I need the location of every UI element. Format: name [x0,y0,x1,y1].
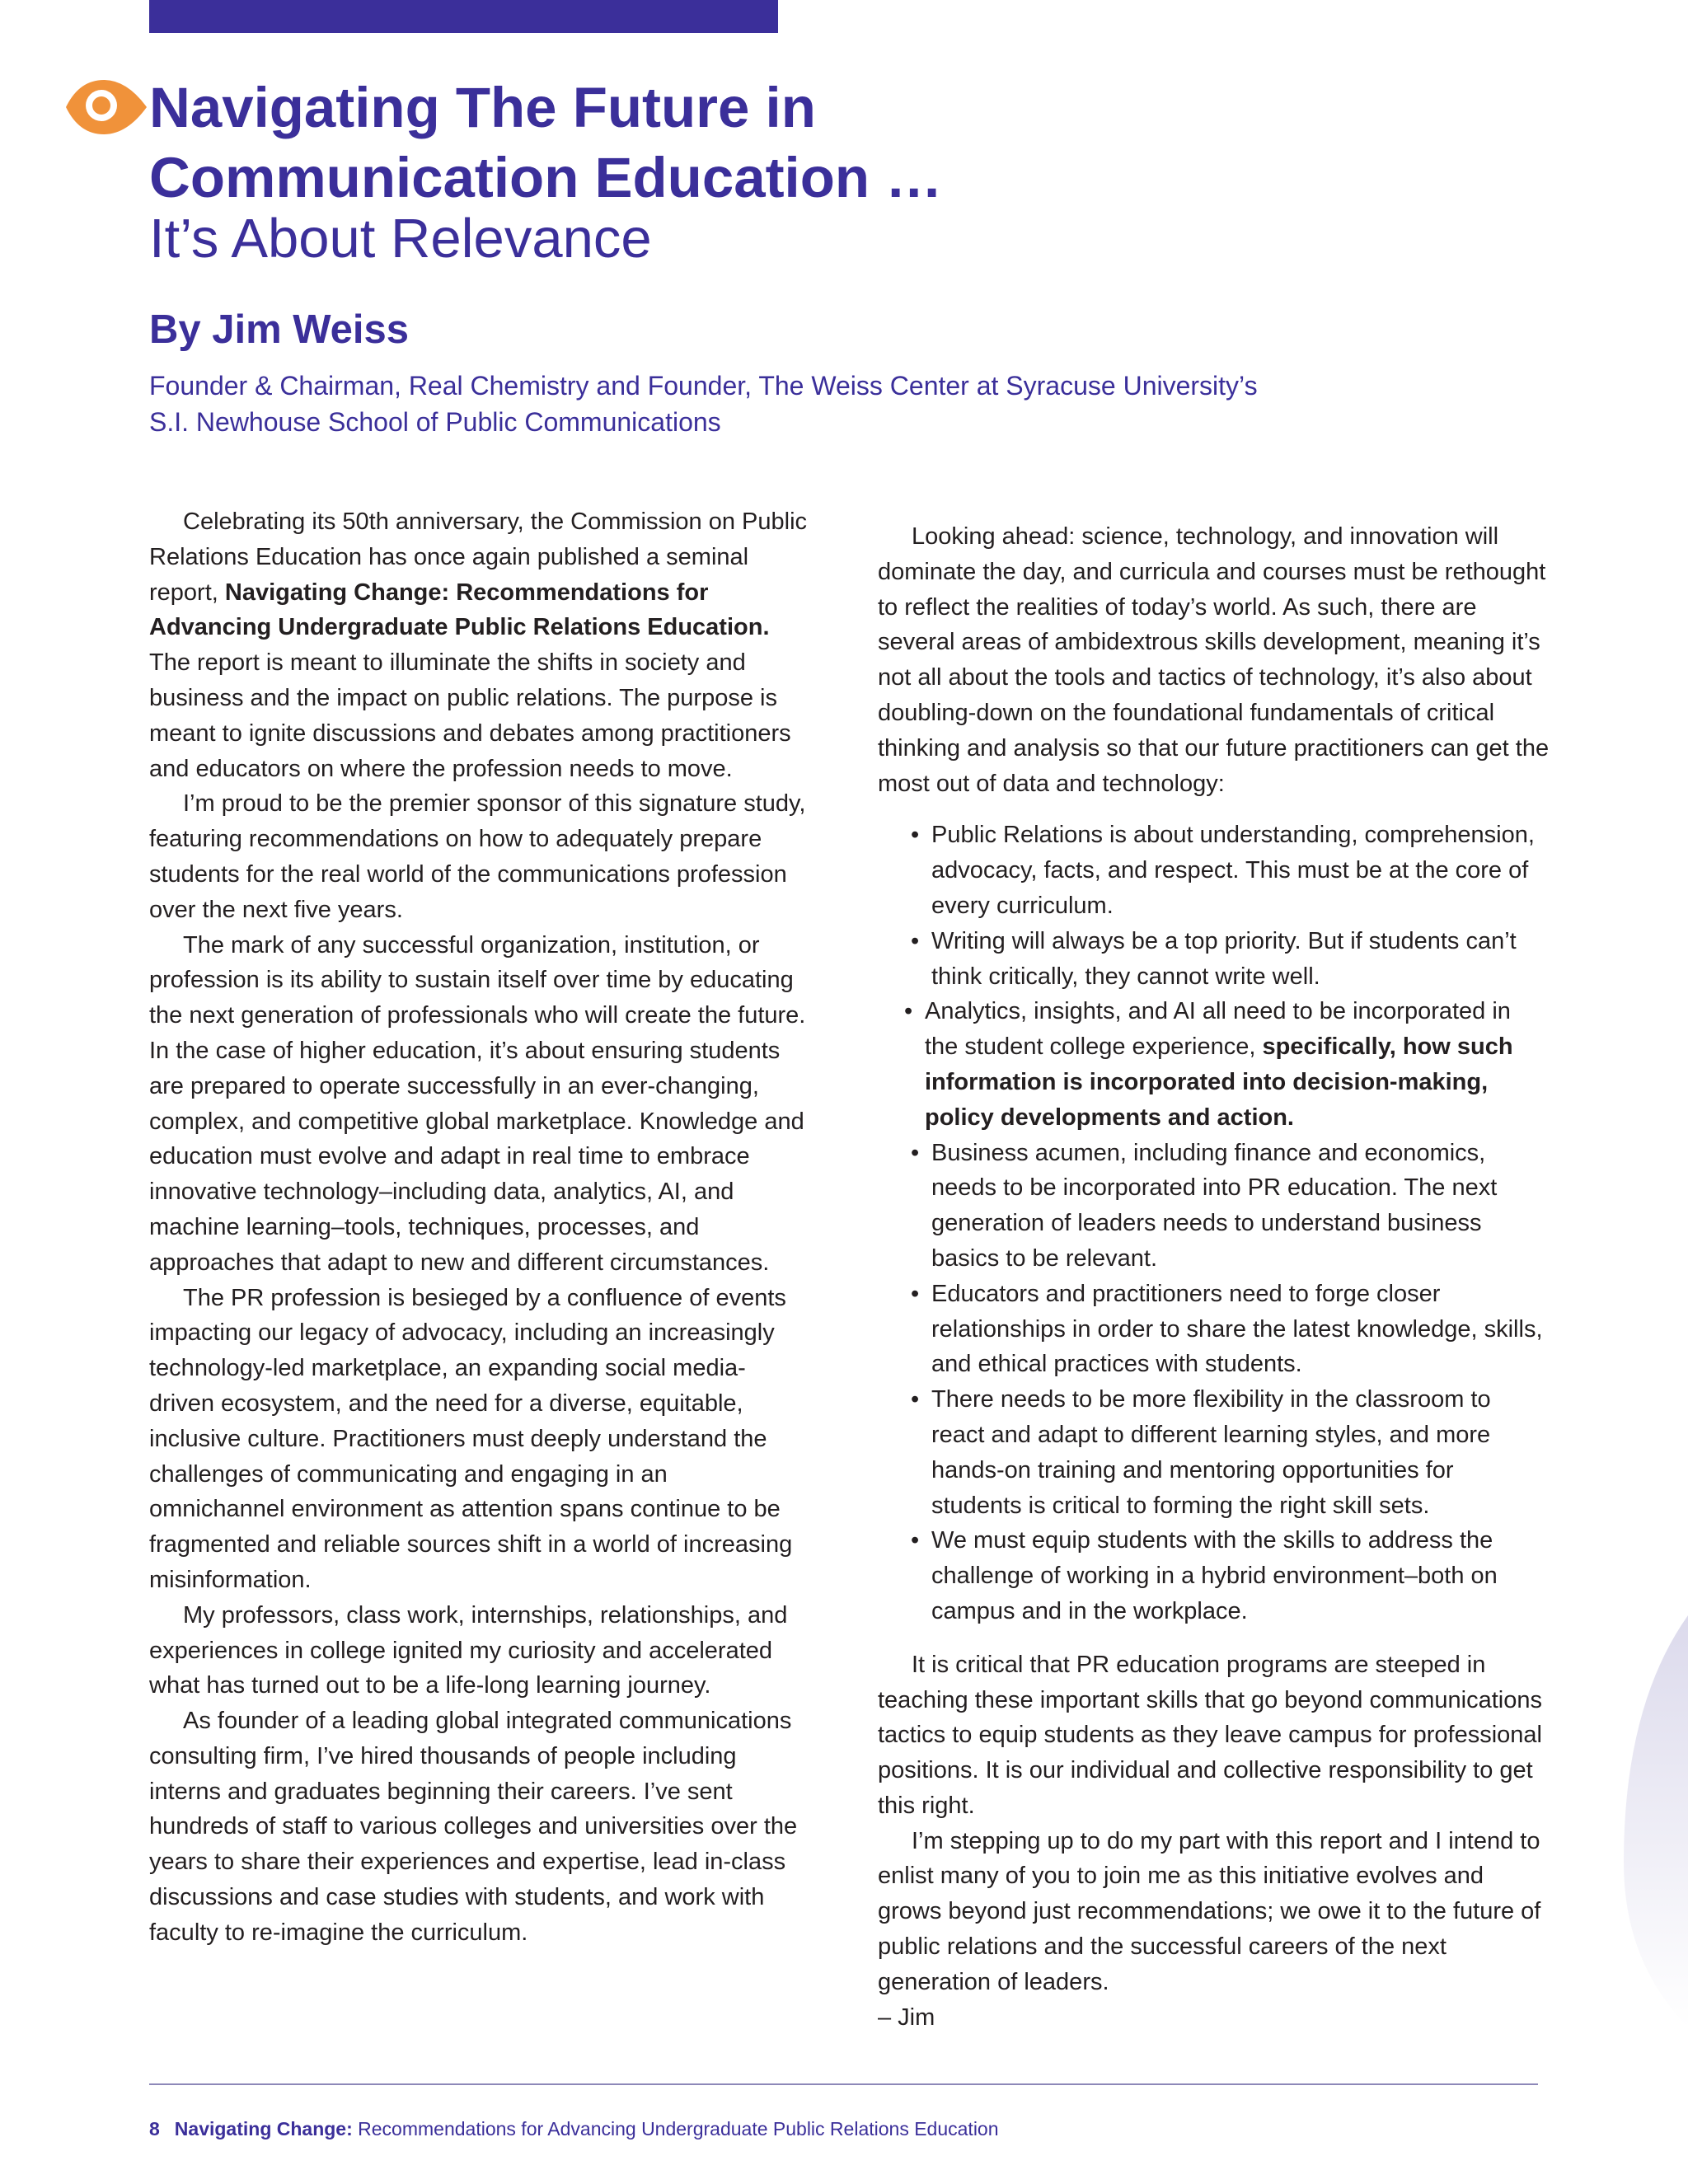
orange-eye-icon [63,77,150,138]
bullet-icon: • [911,1386,920,1413]
report-title-bold: Navigating Change: Recommendations for Advancing Undergraduate Public Relations Education. [149,579,770,641]
bullet-icon: • [904,998,913,1025]
title-line-1: Navigating The Future in [149,76,816,139]
paragraph-intro: Celebrating its 50th anniversary, the Commission on Public Relations Education has once again published a seminal report, Navigating Change: Recommendations for Advancing Undergraduate Public Relations Education. The report is meant to illuminate the shifts in society and business and the impact on public relations. The purpose is meant to ignite discussions and debates among practitioners and educators on where the profession needs to move. [149,509,808,782]
article-subtitle: It’s About Relevance [149,208,652,269]
signature: – Jim [878,2004,935,2031]
bullet-icon: • [911,1527,920,1554]
article-title [149,73,1386,213]
paragraph-professors: My professors, class work, internships, relationships, and experiences in college ignited my curiosity and accelerated what has turned out to be a life-long learning journey. [149,1601,788,1699]
left-column [149,504,809,1951]
bullet-icon: • [911,1139,920,1166]
author-affiliation [149,368,1550,440]
bullet-icon: • [911,927,920,954]
paragraph-sponsor: I’m proud to be the premier sponsor of this signature study, featuring recommendations on how to adequately prepare students for the real world of the communications profession over the next five years. [149,790,806,923]
paragraph-looking-ahead: Looking ahead: science, technology, and innovation will dominate the day, and curricula and courses must be rethought to reflect the realities of today’s world. As such, there are several areas of ambidextrous skills development, meaning it’s not all about the tools and tactics of technology, it’s also about doubling-down on the foundational fundamentals of critical thinking and analysis so that our future practitioners can get the most out of data and technology: [878,523,1550,797]
skills-list [878,818,1550,1629]
author-byline: By Jim Weiss [149,307,410,352]
paragraph-critical: It is critical that PR education programs are steeped in teaching these important skills that go beyond communications tactics to equip students as they leave campus for professional positions. It is our individual and collective responsibility to get this right. [878,1651,1542,1819]
footer-title-bold: Navigating Change: [174,2118,353,2139]
list-item: • Analytics, insights, and AI all need to be incorporated in the student college experience, specifically, how such information is incorporated into decision-making, policy developments and action. [904,994,1550,1135]
footer-rule [149,2083,1538,2085]
list-item: • Writing will always be a top priority. But if students can’t think critically, they cannot write well. [911,924,1550,995]
paragraph-stepping-up: I’m stepping up to do my part with this report and I intend to enlist many of you to join me as this initiative evolves and grows beyond just recommendations; we owe it to the future of public relations and the successful careers of the next generation of leaders. [878,1827,1541,1995]
title-line-2: Communication Education … [149,146,943,209]
footer-title-rest: Recommendations for Advancing Undergraduate Public Relations Education [352,2118,999,2139]
list-item: • There needs to be more flexibility in the classroom to react and adapt to different learning styles, and more hands-on training and mentoring opportunities for students is critical to forming the right skill sets. [911,1382,1550,1523]
paragraph-mark: The mark of any successful organization, institution, or profession is its ability to sustain itself over time by educating the next generation of professionals who will create the future. In the case of higher education, it’s about ensuring students are prepared to operate successfully in an ever-changing, complex, and competitive global marketplace. Knowledge and education must evolve and adapt in real time to embrace innovative technology–including data, analytics, AI, and machine learning–tools, techniques, processes, and approaches that adapt to new and different circumstances. [149,931,806,1276]
list-item: • Business acumen, including finance and economics, needs to be incorporated into PR education. The next generation of leaders needs to understand business basics to be relevant. [911,1136,1550,1277]
list-item: • Public Relations is about understanding, comprehension, advocacy, facts, and respect. This must be at the core of every curriculum. [911,818,1550,923]
list-item: • Educators and practitioners need to forge closer relationships in order to share the latest knowledge, skills, and ethical practices with students. [911,1277,1550,1382]
affiliation-line-1: Founder & Chairman, Real Chemistry and Founder, The Weiss Center at Syracuse University’s [149,371,1258,401]
decorative-arc [1624,1615,1688,2027]
affiliation-line-2: S.I. Newhouse School of Public Communications [149,407,721,437]
paragraph-profession: The PR profession is besieged by a confluence of events impacting our legacy of advocacy, including an increasingly technology-led marketplace, an expanding social media-driven ecosystem, and the need for a diverse, equitable, inclusive culture. Practitioners must deeply understand the challenges of communicating and engaging in an omnichannel environment as attention spans continue to be fragmented and reliable sources shift in a world of increasing misinformation. [149,1284,793,1593]
page-footer [149,2118,999,2140]
right-column [878,519,1550,2035]
top-accent-bar [149,0,778,33]
bullet-icon: • [911,822,920,849]
paragraph-founder: As founder of a leading global integrated communications consulting firm, I’ve hired thousands of people including interns and graduates beginning their careers. I’ve sent hundreds of staff to various colleges and universities over the years to share their experiences and expertise, lead in-class discussions and case studies with students, and work with faculty to re-imagine the curriculum. [149,1708,798,1946]
list-item: • We must equip students with the skills to address the challenge of working in a hybrid environment–both on campus and in the workplace. [911,1523,1550,1629]
bullet-icon: • [911,1280,920,1307]
page-number: 8 [149,2118,160,2139]
